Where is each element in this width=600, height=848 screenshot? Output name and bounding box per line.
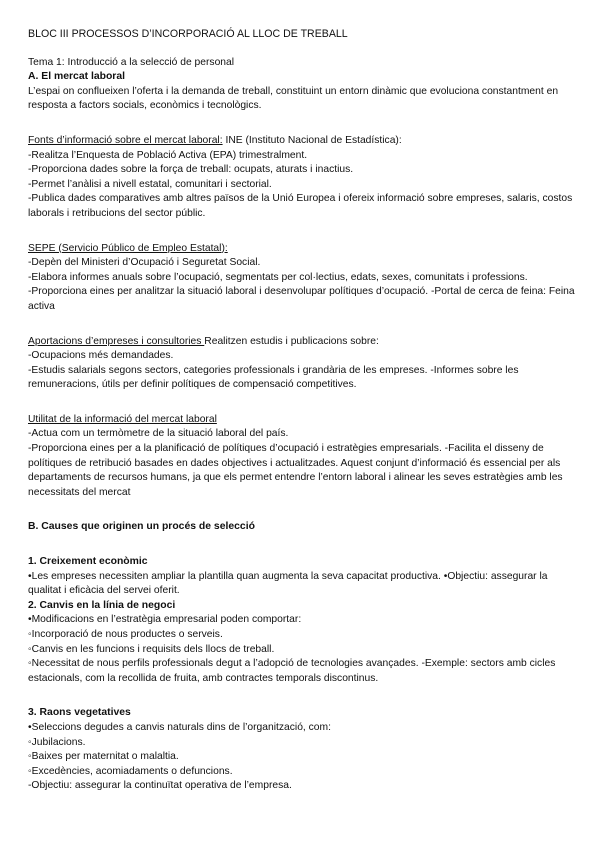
- utilitat-line: -Proporciona eines per a la planificació de polítiques d’ocupació i estratègies empresarials. -Facilita el disseny de polítiques de retribució basades en dades objectives i actualitzades. Aquest conjunt d’informació és essencial per als departaments de recursos humans, ja que els permet entendre l’entorn laboral i alinear les seves estratègies amb les necessitats del mercat: [28, 443, 563, 498]
- causa-1-line: •Les empreses necessiten ampliar la plantilla quan augmenta la seva capacitat productiva. •Objectiu: assegurar la qualitat i eficàcia del servei oferit.: [28, 570, 548, 597]
- sepe-heading: SEPE (Servicio Público de Empleo Estatal):: [28, 242, 228, 254]
- document-title: BLOC III PROCESSOS D’INCORPORACIÓ AL LLOC DE TREBALL: [28, 28, 348, 40]
- causa-2-heading: 2. Canvis en la línia de negoci: [28, 599, 176, 611]
- causa-2-line: ◦Incorporació de nous productes o serveis.: [28, 629, 223, 640]
- aportacions-heading-line: [28, 335, 580, 350]
- aportacions-line: -Ocupacions més demandades.: [28, 350, 174, 362]
- causa-3-line: •Seleccions degudes a canvis naturals dins de l’organització, com:: [28, 721, 331, 733]
- sepe-line: -Elabora informes anuals sobre l’ocupació, segmentats per col·lectius, edats, sexes, comunitats i professions.: [28, 271, 528, 283]
- causa-2-line: ◦Canvis en les funcions i requisits dels llocs de treball.: [28, 643, 275, 655]
- fonts-line: -Publica dades comparatives amb altres països de la Unió Europea i ofereix informació sobre empreses, salaris, costos laborals i retribucions del sector públic.: [28, 193, 573, 219]
- tema-title: Tema 1: Introducció a la selecció de personal: [28, 56, 235, 68]
- causa-3-line: ◦Jubilacions.: [28, 736, 86, 748]
- document-page: [28, 27, 580, 794]
- fonts-heading: Fonts d’informació sobre el mercat laboral:: [28, 134, 223, 146]
- utilitat-heading: Utilitat de la informació del mercat laboral: [28, 413, 217, 425]
- causa-3-heading: 3. Raons vegetatives: [28, 707, 131, 719]
- fonts-line: -Proporciona dades sobre la força de treball: ocupats, aturats i inactius.: [28, 164, 354, 176]
- causa-3-line: -Objectiu: assegurar la continuïtat operativa de l’empresa.: [28, 780, 292, 792]
- fonts-line: -Realitza l’Enquesta de Població Activa (EPA) trimestralment.: [28, 149, 308, 161]
- causa-1-heading: 1. Creixement econòmic: [28, 556, 148, 568]
- section-b-heading: B. Causes que originen un procés de selecció: [28, 521, 255, 533]
- causa-2-line: ◦Necessitat de nous perfils professionals degut a l’adopció de tecnologies avançades. -Exemple: sectors amb cicles estacionals, com la recollida de fruita, amb contractes temporals discontinus.: [28, 658, 556, 684]
- sepe-line: -Depèn del Ministeri d’Ocupació i Seguretat Social.: [28, 257, 261, 269]
- sepe-line: -Proporciona eines per analitzar la situació laboral i desenvolupar polítiques d’ocupació. -Portal de cerca de feina: Feina activa: [28, 286, 575, 312]
- fonts-line: -Permet l’anàlisi a nivell estatal, comunitari i sectorial.: [28, 178, 272, 190]
- utilitat-line: -Actua com un termòmetre de la situació laboral del país.: [28, 428, 289, 440]
- fonts-heading-line: [28, 134, 580, 149]
- causa-3-line: ◦Excedències, acomiadaments o defuncions.: [28, 765, 233, 777]
- section-a-heading: A. El mercat laboral: [28, 71, 126, 83]
- aportacions-heading: Aportacions d’empreses i consultories: [28, 335, 205, 347]
- fonts-ine-label: INE (Instituto Nacional de Estadística):: [222, 134, 402, 146]
- aportacions-intro: Realitzen estudis i publicacions sobre:: [204, 335, 379, 347]
- causa-2-line: •Modificacions en l’estratègia empresarial poden comportar:: [28, 614, 302, 626]
- causa-3-line: ◦Baixes per maternitat o malaltia.: [28, 751, 179, 763]
- aportacions-line: -Estudis salarials segons sectors, categories professionals i grandària de les empreses. -Informes sobre les remuneracions, útils per definir polítiques de compensació competitives.: [28, 364, 519, 391]
- section-a-intro: L’espai on conflueixen l’oferta i la demanda de treball, constituint un entorn dinàmic que evoluciona constantment en resposta a factors socials, econòmics i tecnològics.: [28, 85, 559, 112]
